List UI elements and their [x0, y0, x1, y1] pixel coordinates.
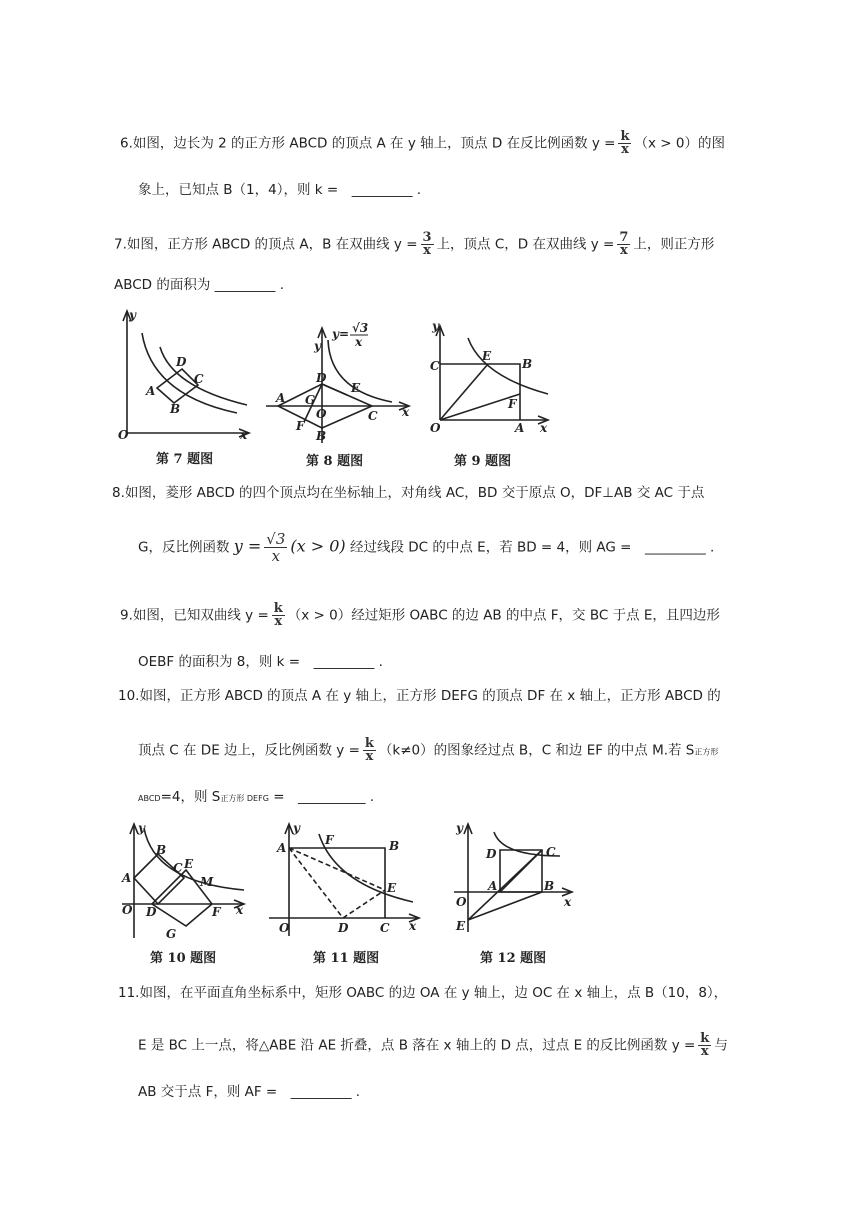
q7-frac2-num: 7 [619, 230, 629, 245]
q11-fraction [698, 1033, 711, 1058]
fig11-label-o: O [279, 921, 290, 935]
q10-subscript-1: 正方形 [694, 747, 719, 757]
fig12-label-e: E [456, 919, 466, 933]
fig9-label-c: C [430, 359, 440, 373]
fig10-caption: 第 10 题图 [150, 951, 217, 966]
fig7-label-o: O [118, 428, 129, 442]
q6-fraction [618, 131, 631, 156]
fig8-de [322, 384, 347, 395]
fig9-label-x: x [540, 421, 548, 435]
fig8-label-e: E [351, 381, 361, 395]
fig8-label-den-x: x [355, 335, 363, 349]
fig9-label-e: E [482, 349, 492, 363]
fig7-label-b: B [170, 402, 181, 416]
fig10-label-d: D [146, 905, 157, 919]
fig7-label-x: x [240, 428, 248, 442]
fig12-label-c: C [546, 845, 556, 859]
q11-line1: 11.如图，在平面直角坐标系中，矩形 OABC 的边 OA 在 y 轴上，边 OC 在 x 轴上，点 B（10，8）， [118, 985, 728, 1001]
fig12-label-o: O [456, 895, 467, 909]
q6-frac-den: x [618, 143, 631, 156]
q11-text-a: E 是 BC 上一点，将△ABE 沿 AE 折叠，点 B 落在 x 轴上的 D 点，过点 E 的反比例函数 y = [138, 1037, 696, 1054]
q11-line2 [138, 1033, 728, 1058]
q7-line2: ABCD 的面积为 _________ . [114, 277, 284, 293]
fig10-label-b: B [156, 843, 167, 857]
q11-frac-num: k [700, 1031, 710, 1046]
q8-line2 [138, 531, 714, 564]
fig7-curve-inner [142, 333, 237, 413]
fig8-label-y: y [314, 339, 321, 353]
fig11-label-a: A [277, 841, 287, 855]
figure-8 [262, 318, 417, 473]
fig7-label-d: D [176, 355, 187, 369]
fig10-label-o: O [122, 903, 133, 917]
fig9-curve [468, 338, 548, 394]
fig11-label-d: D [338, 921, 349, 935]
fig8-label-b: B [316, 429, 327, 443]
q8-func-domain: (x > 0) [290, 536, 346, 556]
fig12-label-a: A [488, 879, 498, 893]
q10-frac-den: x [363, 750, 376, 763]
fig8-label-y-eq: y= [332, 327, 350, 341]
q9-line1 [120, 603, 720, 628]
q10-text-b: （k≠0）的图象经过点 B，C 和边 EF 的中点 M.若 S [378, 742, 695, 759]
q7-frac1-num: 3 [422, 230, 432, 245]
fig11-label-c: C [380, 921, 390, 935]
fig9-label-b: B [522, 357, 533, 371]
fig10-label-m: M [200, 875, 214, 889]
q10-line3 [138, 787, 374, 809]
fig8-label-f: F [296, 419, 305, 433]
fig8-label-c: C [368, 409, 378, 423]
figure-11 [265, 820, 425, 970]
q8-func-y: y = [233, 536, 262, 556]
fig8-label-d: D [316, 371, 327, 385]
fig11-label-f: F [325, 833, 334, 847]
fig7-label-a: A [146, 384, 156, 398]
fig7-label-c: C [194, 372, 204, 386]
fig11-label-e: E [387, 881, 397, 895]
fig12-label-y: y [456, 821, 463, 835]
fig10-label-e: E [184, 857, 194, 871]
q10-line2 [138, 738, 718, 763]
figure-12 [450, 820, 585, 970]
q10-text-a: 顶点 C 在 DE 边上，反比例函数 y = [138, 742, 360, 759]
fig10-label-a: A [122, 871, 132, 885]
fig11-ad [289, 848, 343, 918]
q10-subscript-2: ABCD [138, 794, 161, 803]
q7-line1 [114, 232, 714, 257]
q6-line1 [120, 131, 725, 156]
q7-text-b: 上，顶点 C，D 在双曲线 y = [436, 236, 615, 253]
fig9-label-y: y [432, 319, 439, 333]
fig10-label-y: y [138, 821, 145, 835]
fig10-label-c: C [173, 861, 183, 875]
fig8-label-g: G [305, 393, 316, 407]
q7-frac1-den: x [421, 244, 434, 257]
q6-line2: 象上，已知点 B（1，4），则 k = _________ . [138, 182, 422, 198]
fig12-ac [500, 850, 542, 892]
q9-text-a: 9.如图，已知双曲线 y = [120, 607, 269, 624]
fig8-label-x: x [402, 405, 410, 419]
q11-frac-den: x [698, 1045, 711, 1058]
fig8-label-a: A [276, 391, 286, 405]
q10-frac-num: k [364, 736, 374, 751]
q10-line1: 10.如图，正方形 ABCD 的顶点 A 在 y 轴上，正方形 DEFG 的顶点 DF 在 x 轴上，正方形 ABCD 的 [118, 688, 721, 704]
q7-text-c: 上，则正方形 [633, 236, 715, 253]
fig11-de [343, 890, 385, 918]
q9-frac-num: k [273, 601, 283, 616]
fig8-label-o: O [316, 407, 327, 421]
q8-frac-num: √3 [266, 530, 286, 548]
fig12-caption: 第 12 题图 [480, 951, 547, 966]
q8-text-b: 经过线段 DC 的中点 E，若 BD = 4，则 AG = _________ . [349, 539, 715, 556]
fig10-label-f: F [212, 905, 221, 919]
q6-text-b: （x > 0）的图 [634, 135, 725, 152]
fig11-label-x: x [409, 919, 417, 933]
q8-frac-den: x [264, 547, 287, 564]
q10-subscript-3: 正方形 DEFG [220, 794, 269, 803]
q6-text-a: 6.如图，边长为 2 的正方形 ABCD 的顶点 A 在 y 轴上，顶点 D 在反比例函数 y = [120, 135, 616, 152]
q7-fraction-2 [617, 232, 630, 257]
q9-text-b: （x > 0）经过矩形 OABC 的边 AB 的中点 F，交 BC 于点 E，且四边形 [287, 607, 720, 624]
fig11-label-y: y [293, 821, 300, 835]
fig12-label-d: D [486, 847, 497, 861]
fig8-caption: 第 8 题图 [306, 454, 364, 469]
fig12-label-b: B [544, 879, 555, 893]
fig9-label-a: A [515, 421, 525, 435]
q7-fraction-1 [421, 232, 434, 257]
q9-frac-den: x [272, 615, 285, 628]
q10-fraction [363, 738, 376, 763]
q11-text-b: 与 [714, 1037, 728, 1054]
q6-frac-num: k [620, 129, 630, 144]
fig10-label-x: x [236, 903, 244, 917]
figure-10 [112, 820, 252, 970]
q7-frac2-den: x [617, 244, 630, 257]
fig12-label-x: x [564, 895, 572, 909]
q8-fraction [264, 531, 287, 564]
figure-9 [420, 318, 555, 473]
q11-line3: AB 交于点 F，则 AF = _________ . [138, 1084, 361, 1100]
q8-text-a: G，反比例函数 [138, 539, 230, 556]
fig7-label-y: y [129, 308, 136, 322]
fig9-caption: 第 9 题图 [454, 454, 512, 469]
fig11-caption: 第 11 题图 [313, 951, 380, 966]
fig12-eb [468, 892, 542, 920]
fig11-ae [289, 848, 385, 890]
fig9-label-f: F [508, 397, 517, 411]
fig8-label-sqrt3: √3 [352, 321, 369, 335]
fig9-label-o: O [430, 421, 441, 435]
q8-line1: 8.如图，菱形 ABCD 的四个顶点均在坐标轴上，对角线 AC，BD 交于原点 O，DF⊥AB 交 AC 于点 [112, 485, 705, 501]
fig7-caption: 第 7 题图 [156, 452, 214, 467]
q7-text-a: 7.如图，正方形 ABCD 的顶点 A，B 在双曲线 y = [114, 236, 418, 253]
q9-line2: OEBF 的面积为 8，则 k = _________ . [138, 654, 383, 670]
figure-7 [112, 305, 257, 470]
q9-fraction [272, 603, 285, 628]
q10-text-d: = __________ . [268, 789, 375, 805]
fig11-label-b: B [389, 839, 400, 853]
fig10-label-g: G [166, 927, 177, 941]
q10-text-c: =4，则 S [160, 789, 221, 805]
